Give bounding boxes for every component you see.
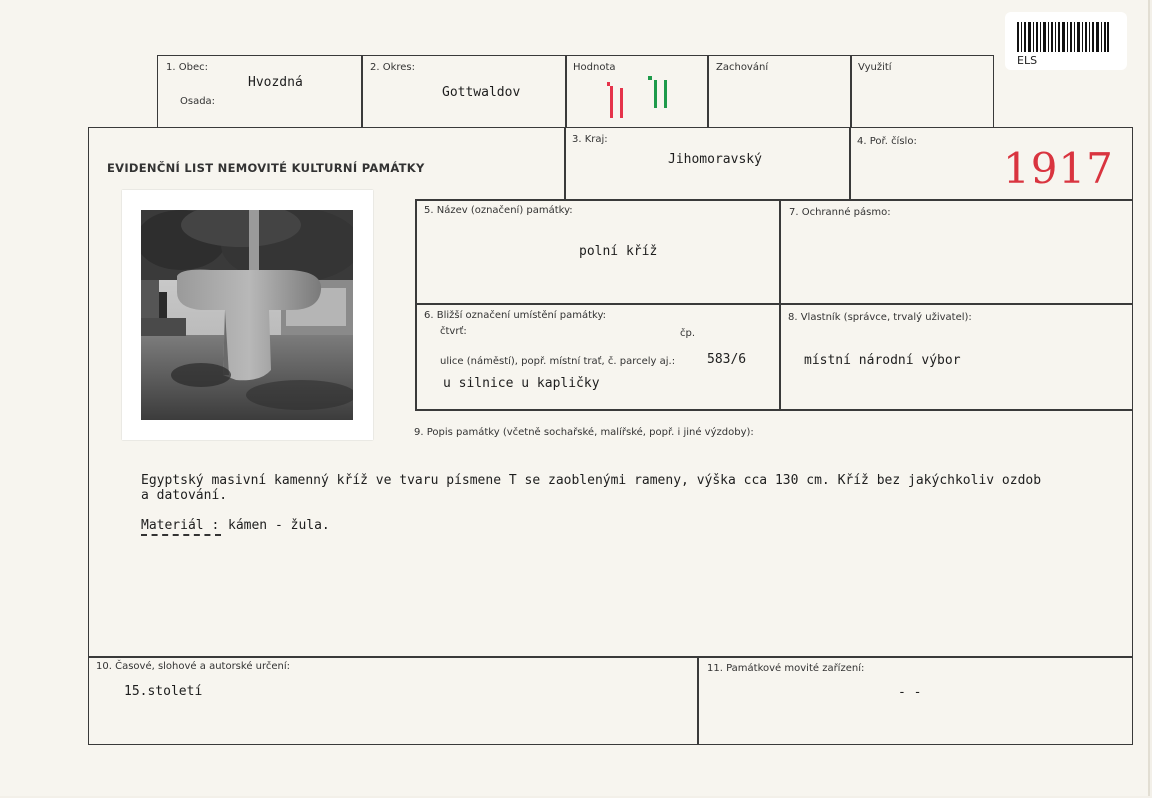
- ctvrt-label: čtvrť:: [440, 326, 467, 337]
- barcode-sticker: [1005, 12, 1127, 70]
- obec-value: Hvozdná: [248, 75, 303, 90]
- vyuziti-label: Využití: [858, 62, 892, 73]
- cp-label: čp.: [680, 328, 696, 339]
- zarizeni-value: - -: [898, 685, 922, 700]
- popis-label: 9. Popis památky (včetně sochařské, malířské, popř. i jiné výzdoby):: [414, 427, 754, 438]
- parcela-value: 583/6: [707, 352, 747, 367]
- umisteni-label: 6. Bližší označení umístění památky:: [424, 310, 607, 321]
- photo-mount: [122, 190, 373, 440]
- umisteni-value: u silnice u kapličky: [443, 376, 600, 391]
- popis-line-2: a datování.: [141, 488, 228, 503]
- urceni-value: 15.století: [124, 684, 203, 699]
- okres-label: 2. Okres:: [370, 62, 416, 73]
- material-label: Materiál :: [141, 518, 220, 533]
- ulice-label: ulice (náměstí), popř. místní trať, č. parcely aj.:: [440, 356, 676, 367]
- kraj-label: 3. Kraj:: [572, 134, 608, 145]
- zachovani-label: Zachování: [716, 62, 769, 73]
- por-cislo-value: 1917: [1003, 144, 1114, 193]
- barcode-icon: [1017, 22, 1109, 52]
- stone-cross-photo: [141, 210, 353, 420]
- nazev-value: polní kříž: [579, 244, 658, 259]
- vlastnik-label: 8. Vlastník (správce, trvalý uživatel):: [788, 312, 972, 323]
- material-underline: [141, 534, 221, 536]
- okres-value: Gottwaldov: [442, 85, 521, 100]
- popis-line-1: Egyptský masivní kamenný kříž ve tvaru písmene T se zaoblenými rameny, výška cca 130 cm. Kříž bez jakýchkoliv ozdob: [141, 473, 1042, 488]
- obec-label: 1. Obec:: [166, 62, 208, 73]
- nazev-label: 5. Název (označení) památky:: [424, 205, 573, 216]
- zarizeni-label: 11. Památkové movité zařízení:: [707, 663, 865, 674]
- kraj-value: Jihomoravský: [668, 152, 762, 167]
- material-value: kámen - žula.: [228, 518, 330, 533]
- osada-label: Osada:: [180, 96, 216, 107]
- urceni-label: 10. Časové, slohové a autorské určení:: [96, 661, 291, 672]
- barcode-label: ELS: [1017, 54, 1038, 67]
- por-cislo-label: 4. Poř. číslo:: [857, 136, 917, 147]
- hodnota-label: Hodnota: [573, 62, 616, 73]
- ochranne-pasmo-label: 7. Ochranné pásmo:: [789, 207, 891, 218]
- vlastnik-value: místní národní výbor: [804, 353, 961, 368]
- form-title: EVIDENČNÍ LIST NEMOVITÉ KULTURNÍ PAMÁTKY: [107, 161, 425, 175]
- hodnota-marks-icon: [605, 74, 675, 122]
